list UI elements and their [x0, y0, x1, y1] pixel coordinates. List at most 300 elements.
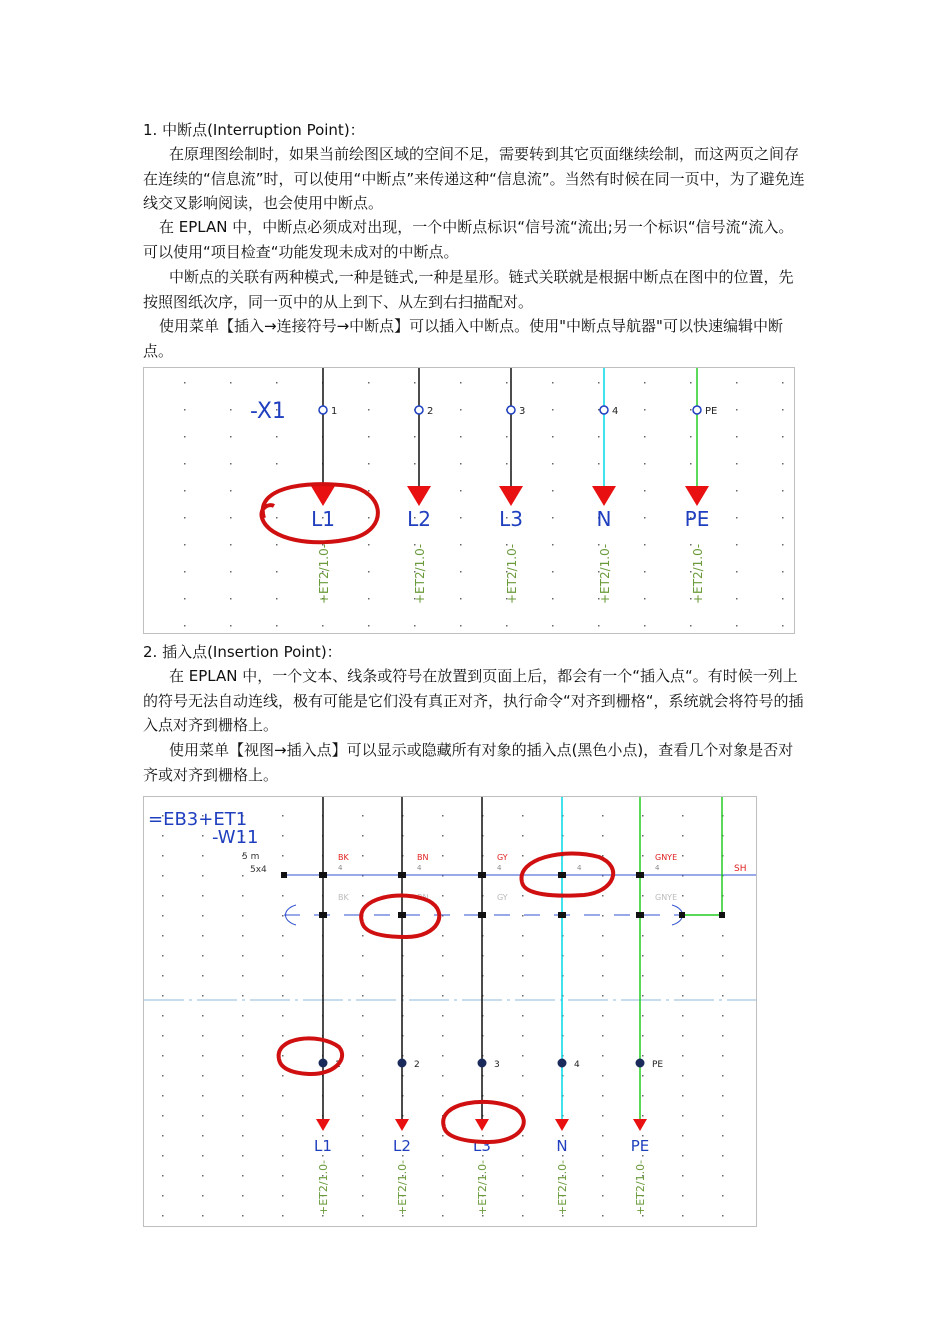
grid-dot — [644, 517, 646, 519]
grid-dot — [162, 855, 164, 857]
interruption-arrow — [475, 1119, 489, 1131]
grid-dot — [202, 1175, 204, 1177]
grid-dot — [522, 935, 524, 937]
grid-dot — [282, 1075, 284, 1077]
grid-dot — [552, 517, 554, 519]
grid-dot — [506, 625, 508, 627]
grid-dot — [642, 975, 644, 977]
grid-dot — [602, 1135, 604, 1137]
grid-dot — [522, 1035, 524, 1037]
grid-dot — [682, 1035, 684, 1037]
grid-dot — [442, 1135, 444, 1137]
grid-dot — [602, 815, 604, 817]
grid-dot — [184, 436, 186, 438]
grid-dot — [682, 895, 684, 897]
grid-dot — [230, 625, 232, 627]
grid-dot — [722, 975, 724, 977]
grid-dot — [602, 895, 604, 897]
grid-dot — [282, 1015, 284, 1017]
section2-paragraph-1: 在 EPLAN 中，一个文本、线条或符号在放置到页面上后，都会有一个“插入点“。有时候一列上的符号无法自动连线，极有可能是它们没有真正对齐，执行命令“对齐到栅格“，系统就会将符号的插入点对齐到栅格上。 — [143, 667, 804, 734]
grid-dot — [414, 436, 416, 438]
grid-dot — [202, 875, 204, 877]
grid-dot — [368, 544, 370, 546]
grid-dot — [184, 490, 186, 492]
grid-dot — [682, 975, 684, 977]
grid-dot — [642, 1035, 644, 1037]
grid-dot — [522, 855, 524, 857]
interruption-arrow — [407, 486, 431, 506]
signal-label: N — [556, 1137, 568, 1155]
grid-dot — [162, 835, 164, 837]
grid-dot — [362, 975, 364, 977]
grid-dot — [242, 995, 244, 997]
terminal-number: 4 — [612, 406, 619, 417]
grid-dot — [442, 855, 444, 857]
grid-dot — [202, 1215, 204, 1217]
grid-dot — [598, 625, 600, 627]
grid-dot — [442, 835, 444, 837]
section2-heading: 2. 插入点(Insertion Point)： — [143, 643, 342, 661]
grid-dot — [562, 1155, 564, 1157]
grid-dot — [644, 544, 646, 546]
terminal-symbol — [319, 1059, 327, 1067]
grid-dot — [642, 1095, 644, 1097]
grid-dot — [722, 1215, 724, 1217]
grid-dot — [282, 1195, 284, 1197]
grid-dot — [202, 955, 204, 957]
grid-dot — [362, 1055, 364, 1057]
grid-dot — [442, 995, 444, 997]
signal-label: L1 — [311, 507, 335, 531]
grid-dot — [782, 517, 784, 519]
grid-dot — [522, 1095, 524, 1097]
grid-dot — [682, 1055, 684, 1057]
core-color: GY — [497, 853, 508, 862]
grid-dot — [162, 1155, 164, 1157]
grid-dot — [184, 571, 186, 573]
grid-dot — [362, 1115, 364, 1117]
grid-dot — [782, 490, 784, 492]
grid-dot — [682, 935, 684, 937]
grid-dot — [362, 1175, 364, 1177]
grid-dot — [202, 895, 204, 897]
signal-label: N — [596, 507, 612, 531]
grid-dot — [602, 1055, 604, 1057]
grid-dot — [602, 955, 604, 957]
grid-dot — [602, 1175, 604, 1177]
terminal-symbol — [478, 1059, 486, 1067]
grid-dot — [682, 995, 684, 997]
grid-dot — [552, 490, 554, 492]
grid-dot — [722, 1015, 724, 1017]
grid-dot — [522, 995, 524, 997]
grid-dot — [242, 1175, 244, 1177]
insertion-point — [636, 912, 644, 918]
grid-dot — [644, 598, 646, 600]
core-number: 4 — [655, 864, 660, 872]
grid-dot — [722, 995, 724, 997]
grid-dot — [642, 835, 644, 837]
schematic-2 — [144, 797, 756, 1226]
terminal-number: 1 — [335, 1060, 341, 1070]
grid-dot — [460, 571, 462, 573]
cross-reference: +ET2/1.0- — [598, 543, 612, 604]
grid-dot — [402, 1155, 404, 1157]
grid-dot — [276, 463, 278, 465]
grid-dot — [690, 436, 692, 438]
grid-dot — [230, 382, 232, 384]
grid-dot — [642, 1115, 644, 1117]
terminal-symbol — [415, 406, 423, 414]
grid-dot — [602, 1195, 604, 1197]
core-color: BK — [338, 853, 349, 862]
grid-dot — [184, 544, 186, 546]
grid-dot — [242, 1035, 244, 1037]
grid-dot — [368, 382, 370, 384]
grid-dot — [522, 955, 524, 957]
terminal-number: 3 — [494, 1060, 500, 1070]
grid-dot — [782, 544, 784, 546]
grid-dot — [736, 544, 738, 546]
grid-dot — [736, 463, 738, 465]
grid-dot — [736, 625, 738, 627]
cross-reference: +ET2/1.0- — [634, 1159, 647, 1215]
grid-dot — [184, 517, 186, 519]
grid-dot — [162, 1075, 164, 1077]
grid-dot — [642, 895, 644, 897]
grid-dot — [282, 815, 284, 817]
grid-dot — [368, 517, 370, 519]
grid-dot — [282, 1095, 284, 1097]
grid-dot — [682, 1135, 684, 1137]
section1-paragraph-1: 在原理图绘制时，如果当前绘图区域的空间不足，需要转到其它页面继续绘制，而这两页之间存在连续的“信息流”时，可以使用“中断点”来传递这种“信息流”。当然有时候在同一页中，为了避免连线交叉影响阅读，也会使用中断点。 — [143, 145, 805, 212]
insertion-point — [281, 872, 287, 878]
grid-dot — [362, 1035, 364, 1037]
section1-paragraph-3: 中断点的关联有两种模式,一种是链式,一种是星形。链式关联就是根据中断点在图中的位置，先按照图纸次序，同一页中的从上到下、从左到右扫描配对。 — [143, 268, 794, 311]
core-color-faded: GNYE — [655, 893, 678, 902]
terminal-symbol — [636, 1059, 644, 1067]
grid-dot — [414, 625, 416, 627]
grid-dot — [736, 436, 738, 438]
grid-dot — [162, 1055, 164, 1057]
grid-dot — [682, 835, 684, 837]
grid-dot — [782, 571, 784, 573]
grid-dot — [602, 915, 604, 917]
grid-dot — [276, 571, 278, 573]
grid-dot — [442, 935, 444, 937]
grid-dot — [184, 382, 186, 384]
cross-reference: +ET2/1.0- — [317, 1159, 330, 1215]
grid-dot — [162, 1215, 164, 1217]
grid-dot — [460, 382, 462, 384]
grid-dot — [522, 975, 524, 977]
grid-dot — [690, 463, 692, 465]
grid-dot — [242, 1155, 244, 1157]
grid-dot — [202, 835, 204, 837]
signal-label: L3 — [473, 1137, 491, 1155]
interruption-arrow — [316, 1119, 330, 1131]
grid-dot — [442, 895, 444, 897]
grid-dot — [642, 815, 644, 817]
grid-dot — [184, 598, 186, 600]
grid-dot — [162, 1095, 164, 1097]
grid-dot — [522, 835, 524, 837]
grid-dot — [230, 490, 232, 492]
grid-dot — [282, 835, 284, 837]
grid-dot — [202, 935, 204, 937]
grid-dot — [682, 1195, 684, 1197]
grid-dot — [362, 1195, 364, 1197]
grid-dot — [642, 935, 644, 937]
grid-dot — [442, 1055, 444, 1057]
grid-dot — [162, 1195, 164, 1197]
grid-dot — [202, 915, 204, 917]
grid-dot — [506, 463, 508, 465]
grid-dot — [736, 598, 738, 600]
grid-dot — [642, 1055, 644, 1057]
grid-dot — [602, 835, 604, 837]
core-color-faded: GY — [497, 893, 508, 902]
grid-dot — [460, 625, 462, 627]
grid-dot — [242, 1095, 244, 1097]
grid-dot — [552, 409, 554, 411]
grid-dot — [282, 1055, 284, 1057]
terminal-number: 3 — [519, 406, 526, 417]
grid-dot — [322, 625, 324, 627]
grid-dot — [552, 625, 554, 627]
grid-dot — [242, 875, 244, 877]
terminal-symbol — [319, 406, 327, 414]
grid-dot — [242, 1115, 244, 1117]
cross-reference: +ET2/1.0- — [413, 543, 427, 604]
grid-dot — [682, 1215, 684, 1217]
core-number: 4 — [577, 864, 582, 872]
grid-dot — [202, 855, 204, 857]
grid-dot — [482, 1155, 484, 1157]
core-color-faded: BK — [338, 893, 349, 902]
signal-label: L2 — [393, 1137, 411, 1155]
insertion-point — [478, 912, 486, 918]
terminal-symbol — [507, 406, 515, 414]
grid-dot — [722, 1055, 724, 1057]
grid-dot — [276, 517, 278, 519]
grid-dot — [282, 895, 284, 897]
grid-dot — [162, 995, 164, 997]
signal-label: L3 — [499, 507, 523, 531]
grid-dot — [162, 1175, 164, 1177]
grid-dot — [722, 1155, 724, 1157]
grid-dot — [242, 955, 244, 957]
grid-dot — [644, 490, 646, 492]
interruption-arrow — [555, 1119, 569, 1131]
terminal-number: PE — [652, 1060, 664, 1070]
grid-dot — [522, 1055, 524, 1057]
grid-dot — [362, 1075, 364, 1077]
grid-dot — [276, 625, 278, 627]
grid-dot — [460, 490, 462, 492]
grid-dot — [506, 436, 508, 438]
grid-dot — [602, 1075, 604, 1077]
grid-dot — [162, 1135, 164, 1137]
grid-dot — [202, 1055, 204, 1057]
insertion-point — [636, 872, 644, 878]
grid-dot — [162, 875, 164, 877]
core-color: GNYE — [655, 853, 678, 862]
grid-dot — [722, 955, 724, 957]
grid-dot — [362, 995, 364, 997]
grid-dot — [552, 544, 554, 546]
grid-dot — [282, 1115, 284, 1117]
grid-dot — [642, 995, 644, 997]
grid-dot — [460, 409, 462, 411]
insertion-point — [679, 912, 685, 918]
grid-dot — [368, 490, 370, 492]
grid-dot — [460, 517, 462, 519]
grid-dot — [602, 1215, 604, 1217]
grid-dot — [442, 1035, 444, 1037]
grid-dot — [460, 436, 462, 438]
grid-dot — [362, 835, 364, 837]
terminal-symbol — [558, 1059, 566, 1067]
grid-dot — [368, 436, 370, 438]
grid-dot — [722, 1195, 724, 1197]
grid-dot — [506, 382, 508, 384]
grid-dot — [414, 463, 416, 465]
grid-dot — [682, 1175, 684, 1177]
grid-dot — [162, 915, 164, 917]
cross-reference: +ET2/1.0- — [691, 543, 705, 604]
terminal-symbol — [600, 406, 608, 414]
grid-dot — [202, 1115, 204, 1117]
grid-dot — [202, 1035, 204, 1037]
grid-dot — [552, 598, 554, 600]
grid-dot — [230, 409, 232, 411]
grid-dot — [230, 571, 232, 573]
grid-dot — [644, 625, 646, 627]
device-tag: -X1 — [250, 399, 286, 424]
grid-dot — [782, 598, 784, 600]
grid-dot — [598, 382, 600, 384]
interruption-arrow — [685, 486, 709, 506]
grid-dot — [642, 855, 644, 857]
grid-dot — [282, 915, 284, 917]
grid-dot — [162, 1115, 164, 1117]
grid-dot — [362, 1015, 364, 1017]
insertion-point — [719, 912, 725, 918]
grid-dot — [242, 915, 244, 917]
interruption-arrow — [395, 1119, 409, 1131]
grid-dot — [282, 935, 284, 937]
grid-dot — [202, 1095, 204, 1097]
grid-dot — [282, 955, 284, 957]
cross-reference: +ET2/1.0- — [505, 543, 519, 604]
grid-dot — [442, 955, 444, 957]
grid-dot — [442, 975, 444, 977]
grid-dot — [202, 975, 204, 977]
grid-dot — [552, 436, 554, 438]
grid-dot — [682, 955, 684, 957]
grid-dot — [362, 935, 364, 937]
grid-dot — [242, 1015, 244, 1017]
grid-dot — [602, 1115, 604, 1117]
grid-dot — [362, 1095, 364, 1097]
terminal-number: 2 — [427, 406, 434, 417]
grid-dot — [202, 1075, 204, 1077]
cross-reference: +ET2/1.0- — [317, 543, 331, 604]
grid-dot — [522, 1195, 524, 1197]
grid-dot — [642, 1015, 644, 1017]
grid-dot — [162, 1015, 164, 1017]
grid-dot — [282, 1175, 284, 1177]
grid-dot — [642, 1075, 644, 1077]
insertion-point — [558, 872, 566, 878]
grid-dot — [230, 436, 232, 438]
grid-dot — [522, 1155, 524, 1157]
grid-dot — [282, 995, 284, 997]
grid-dot — [682, 1155, 684, 1157]
terminal-symbol — [693, 406, 701, 414]
grid-dot — [682, 855, 684, 857]
interruption-arrow — [499, 486, 523, 506]
grid-dot — [690, 409, 692, 411]
grid-dot — [442, 1015, 444, 1017]
grid-dot — [722, 1075, 724, 1077]
grid-dot — [682, 1075, 684, 1077]
core-color: BN — [417, 853, 429, 862]
cable-tag: =EB3+ET1 — [148, 809, 248, 830]
grid-dot — [722, 1095, 724, 1097]
signal-label: PE — [630, 1137, 650, 1155]
grid-dot — [162, 975, 164, 977]
grid-dot — [442, 1155, 444, 1157]
grid-dot — [644, 571, 646, 573]
grid-dot — [368, 625, 370, 627]
grid-dot — [442, 1175, 444, 1177]
grid-dot — [362, 855, 364, 857]
section2-paragraph-2: 使用菜单【视图→插入点】可以显示或隐藏所有对象的插入点(黑色小点)，查看几个对象是否对齐或对齐到栅格上。 — [143, 741, 794, 784]
grid-dot — [442, 815, 444, 817]
grid-dot — [368, 409, 370, 411]
figure-interruption-points — [143, 367, 795, 634]
grid-dot — [230, 598, 232, 600]
insertion-point — [478, 872, 486, 878]
grid-dot — [682, 1015, 684, 1017]
grid-dot — [690, 625, 692, 627]
grid-dot — [736, 571, 738, 573]
grid-dot — [522, 1075, 524, 1077]
grid-dot — [690, 382, 692, 384]
section1-paragraph-4: 使用菜单【插入→连接符号→中断点】可以插入中断点。使用"中断点导航器"可以快速编辑中断点。 — [143, 317, 783, 360]
grid-dot — [722, 1135, 724, 1137]
grid-dot — [682, 1115, 684, 1117]
grid-dot — [442, 1095, 444, 1097]
grid-dot — [602, 1095, 604, 1097]
grid-dot — [522, 1015, 524, 1017]
cross-reference: +ET2/1.0- — [396, 1159, 409, 1215]
grid-dot — [522, 1215, 524, 1217]
grid-dot — [362, 1135, 364, 1137]
grid-dot — [642, 1155, 644, 1157]
cross-reference: +ET2/1.0- — [556, 1159, 569, 1215]
grid-dot — [414, 382, 416, 384]
grid-dot — [522, 1175, 524, 1177]
cable-cores: 5x4 — [250, 865, 267, 875]
grid-dot — [162, 935, 164, 937]
grid-dot — [644, 409, 646, 411]
grid-dot — [242, 1055, 244, 1057]
grid-dot — [230, 544, 232, 546]
grid-dot — [276, 598, 278, 600]
